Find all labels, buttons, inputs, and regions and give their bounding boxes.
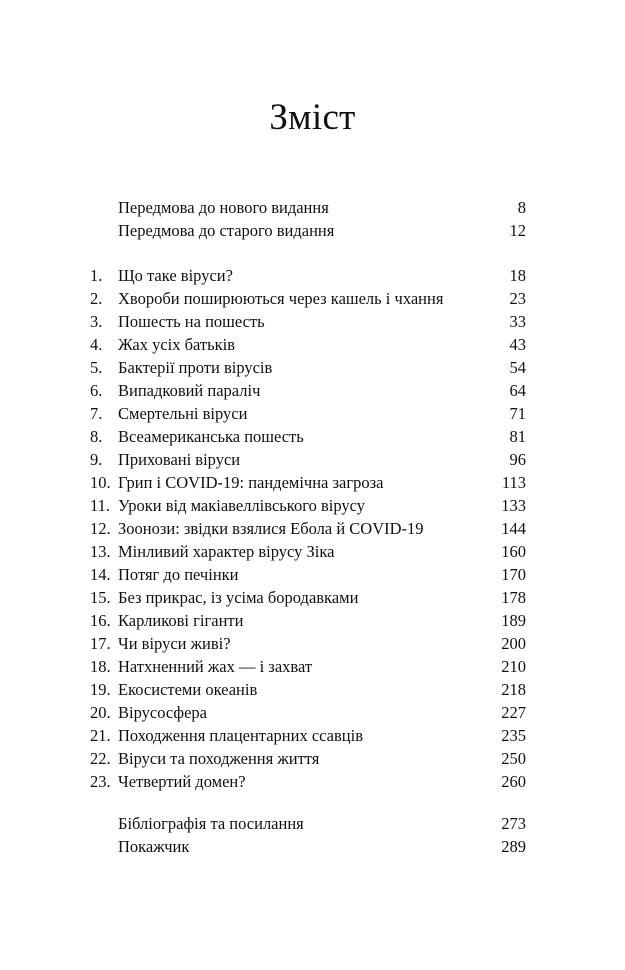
toc-entry-title: Покажчик [118, 837, 190, 856]
toc-entry-page: 71 [509, 404, 526, 423]
toc-entry-number: 9. [90, 450, 103, 469]
toc-entry-title: Приховані віруси [118, 450, 241, 469]
toc-entry-page: 189 [501, 611, 526, 630]
toc-entry [90, 219, 526, 242]
toc-entry [90, 678, 526, 701]
toc-entry-number: 12. [90, 519, 111, 538]
toc-entry [90, 333, 526, 356]
toc-entry [90, 609, 526, 632]
toc-entry-page: 289 [501, 837, 526, 856]
toc-entry-title: Передмова до нового видання [118, 198, 329, 217]
toc-entry-title: Без прикрас, із усіма бородавками [118, 588, 359, 607]
toc-entry-number: 5. [90, 358, 103, 377]
toc-entry-number: 18. [90, 657, 111, 676]
toc-entry-title: Уроки від макіавеллівського вірусу [118, 496, 365, 515]
toc-entry [90, 494, 526, 517]
toc-entry-page: 64 [509, 381, 526, 400]
toc-entry-page: 260 [501, 772, 526, 791]
toc-entry-number: 6. [90, 381, 103, 400]
toc-entry-title: Випадковий параліч [118, 381, 261, 400]
front-matter-list [90, 196, 526, 242]
toc-entry-page: 235 [501, 726, 526, 745]
toc-entry [90, 724, 526, 747]
toc-entry [90, 747, 526, 770]
toc-entry [90, 540, 526, 563]
toc-entry-number: 19. [90, 680, 111, 699]
toc-entry-title: Віруси та походження життя [118, 749, 320, 768]
toc-entry-number: 10. [90, 473, 111, 492]
toc-entry-title: Смертельні віруси [118, 404, 248, 423]
toc-entry [90, 425, 526, 448]
toc-entry-title: Натхненний жах — і захват [118, 657, 313, 676]
toc-entry [90, 632, 526, 655]
toc-entry-title: Жах усіх батьків [118, 335, 236, 354]
toc-entry-title: Карликові гіганти [118, 611, 244, 630]
toc-entry [90, 448, 526, 471]
toc-entry [90, 196, 526, 219]
toc-entry [90, 517, 526, 540]
chapters-list [90, 264, 526, 793]
toc-entry-page: 170 [501, 565, 526, 584]
toc-entry-page: 178 [501, 588, 526, 607]
toc-entry-page: 273 [501, 814, 526, 833]
toc-entry-page: 81 [509, 427, 526, 446]
toc-entry-page: 144 [501, 519, 526, 538]
toc-entry-number: 15. [90, 588, 111, 607]
toc-entry [90, 471, 526, 494]
toc-entry-number: 3. [90, 312, 103, 331]
toc-entry-title: Екосистеми океанів [118, 680, 258, 699]
toc-entry-number: 8. [90, 427, 103, 446]
toc-entry-number: 7. [90, 404, 103, 423]
toc-entry-title: Передмова до старого видання [118, 221, 335, 240]
toc-entry-number: 4. [90, 335, 103, 354]
toc-entry-page: 12 [509, 221, 526, 240]
toc-entry [90, 701, 526, 724]
toc-entry [90, 264, 526, 287]
toc-entry [90, 563, 526, 586]
toc-entry-title: Походження плацентарних ссавців [118, 726, 363, 745]
toc-entry-page: 160 [501, 542, 526, 561]
toc-entry-number: 1. [90, 266, 103, 285]
toc-entry-title: Зоонози: звідки взялися Ебола й COVID-19 [118, 519, 424, 538]
toc-entry-number: 13. [90, 542, 111, 561]
toc-entry [90, 402, 526, 425]
toc-entry-title: Бактерії проти вірусів [118, 358, 273, 377]
toc-entry-title: Четвертий домен? [118, 772, 246, 791]
toc-entry-page: 96 [509, 450, 526, 469]
toc-entry-page: 33 [509, 312, 526, 331]
toc-entry [90, 287, 526, 310]
toc-entry-number: 22. [90, 749, 111, 768]
toc-entry [90, 812, 526, 835]
toc-entry [90, 835, 526, 858]
toc-entry [90, 310, 526, 333]
toc-entry-page: 200 [501, 634, 526, 653]
toc-entry [90, 586, 526, 609]
toc-entry-title: Пошесть на пошесть [118, 312, 265, 331]
page-title: Зміст [269, 97, 356, 138]
toc-entry-number: 11. [90, 496, 111, 515]
toc-entry-number: 17. [90, 634, 111, 653]
toc-entry-page: 8 [517, 198, 526, 217]
toc-entry-title: Грип і COVID-19: пандемічна загроза [118, 473, 384, 492]
toc-entry-title: Всеамериканська пошесть [118, 427, 304, 446]
toc-entry-page: 218 [501, 680, 526, 699]
toc-entry-number: 23. [90, 772, 111, 791]
toc-entry-page: 227 [501, 703, 526, 722]
toc-entry-number: 14. [90, 565, 111, 584]
toc-entry-page: 133 [501, 496, 526, 515]
toc-entry [90, 356, 526, 379]
toc-entry-title: Потяг до печінки [118, 565, 239, 584]
toc-entry-page: 23 [509, 289, 526, 308]
toc-entry-title: Мінливий характер вірусу Зіка [118, 542, 335, 561]
toc-entry-title: Чи віруси живі? [118, 634, 231, 653]
toc-entry-page: 43 [509, 335, 526, 354]
toc-entry-number: 16. [90, 611, 111, 630]
toc-entry-page: 113 [501, 473, 526, 492]
toc-entry-page: 18 [509, 266, 526, 285]
toc-entry-title: Хвороби поширюються через кашель і чхання [118, 289, 444, 308]
toc-entry [90, 770, 526, 793]
toc-entry-title: Бібліографія та посилання [118, 814, 304, 833]
toc-entry-page: 54 [509, 358, 526, 377]
toc-entry [90, 655, 526, 678]
back-matter-list [90, 812, 526, 858]
toc-entry-page: 210 [501, 657, 526, 676]
toc-entry [90, 379, 526, 402]
toc-entry-number: 20. [90, 703, 111, 722]
toc-entry-title: Вірусосфера [118, 703, 207, 722]
toc-entry-title: Що таке віруси? [118, 266, 233, 285]
toc-entry-number: 2. [90, 289, 103, 308]
toc-entry-page: 250 [501, 749, 526, 768]
toc-entry-number: 21. [90, 726, 111, 745]
